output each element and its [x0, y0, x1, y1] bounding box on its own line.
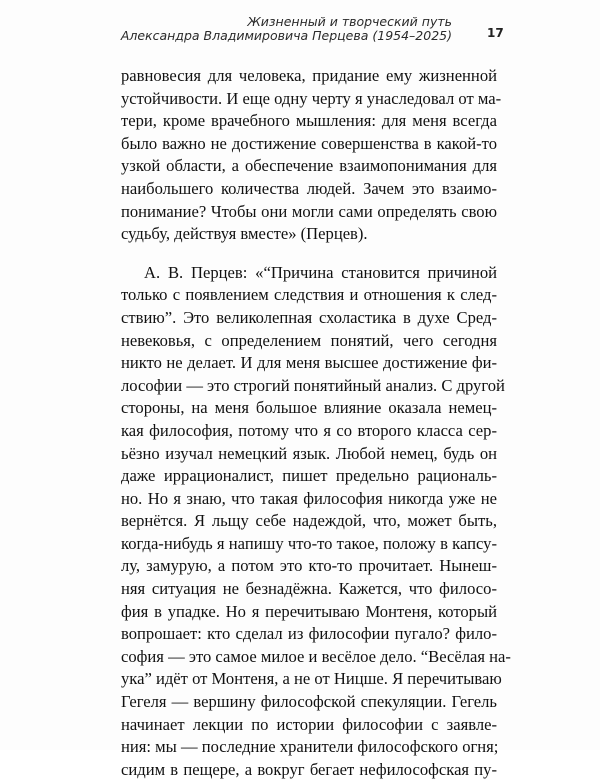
text-line: тери, кроме врачебного мышления: для меня всегда — [121, 111, 497, 131]
text-line: софия — это самое милое и весёлое дело. “Весёлая на- — [121, 646, 511, 666]
text-line: вопрошает: кто сделал из философии пугало? фило- — [121, 624, 497, 644]
text-line: когда-нибудь я напишу что-то такое, положу в капсу- — [121, 533, 497, 553]
text-line: кая философия, потому что я со второго класса сер- — [121, 420, 497, 440]
text-line: понимание? Чтобы они могли сами определять свою — [121, 201, 497, 221]
text-line: но. Но я знаю, что такая философия никогда уже не — [121, 488, 497, 508]
text-line: фия в упадке. Но я перечитываю Монтеня, который — [121, 601, 497, 621]
text-line: было важно не достижение совершенства в какой-то — [121, 133, 497, 153]
text-line: невековья, с определением понятий, чего сегодня — [121, 330, 497, 350]
paragraph-1 — [121, 65, 502, 246]
text-line: ствию”. Это великолепная схоластика в духе Сред- — [121, 307, 497, 327]
paragraph-2 — [121, 262, 511, 781]
running-head-line-2: Александра Владимировича Перцева (1954–2025) — [120, 28, 452, 43]
text-line: А. В. Перцев: «“Причина становится причиной — [144, 262, 497, 282]
text-line: няя ситуация не безнадёжна. Кажется, что филосо- — [121, 579, 497, 599]
body-text — [121, 65, 511, 781]
text-line: узкой области, а обеспечение взаимопонимания для — [121, 156, 497, 176]
running-head — [121, 15, 452, 43]
text-line: даже иррационалист, пишет предельно рациональ- — [121, 466, 497, 486]
text-line: лу, замурую, а потом это кто-то прочитает. Нынеш- — [121, 556, 497, 576]
text-line: ьёзно изучал немецкий язык. Любой немец, будь он — [121, 443, 497, 463]
text-line: начинает лекции по истории философии с заявле- — [121, 714, 497, 734]
text-line: вернётся. Я льщу себе надеждой, что, может быть, — [121, 511, 497, 531]
paragraph-gap — [121, 246, 497, 262]
text-line: судьбу, действуя вместе» (Перцев). — [121, 224, 368, 244]
text-line: наибольшего количества людей. Зачем это взаимо- — [121, 178, 497, 198]
text-line: только с появлением следствия и отношения к след- — [121, 285, 497, 305]
text-line: ния: мы — последние хранители философского огня; — [121, 737, 499, 757]
text-line: сидим в пещере, а вокруг бегает нефилософская пу- — [121, 759, 497, 779]
text-line: Гегеля — вершину философской спекуляции. Гегель — [121, 692, 497, 712]
text-line: никто не делает. И для меня высшее достижение фи- — [121, 353, 497, 373]
page-number: 17 — [487, 26, 504, 40]
text-line: стороны, на меня большое влияние оказала немец- — [121, 398, 497, 418]
text-line: ука” идёт от Монтеня, а не от Ницше. Я перечитываю — [121, 669, 502, 689]
text-line: равновесия для человека, придание ему жизненной — [121, 66, 497, 85]
text-line: устойчивости. И еще одну черту я унаследовал от ма- — [121, 88, 502, 108]
text-line: лософии — это строгий понятийный анализ. С другой — [121, 375, 505, 395]
running-head-line-1: Жизненный и творческий путь — [247, 14, 452, 29]
